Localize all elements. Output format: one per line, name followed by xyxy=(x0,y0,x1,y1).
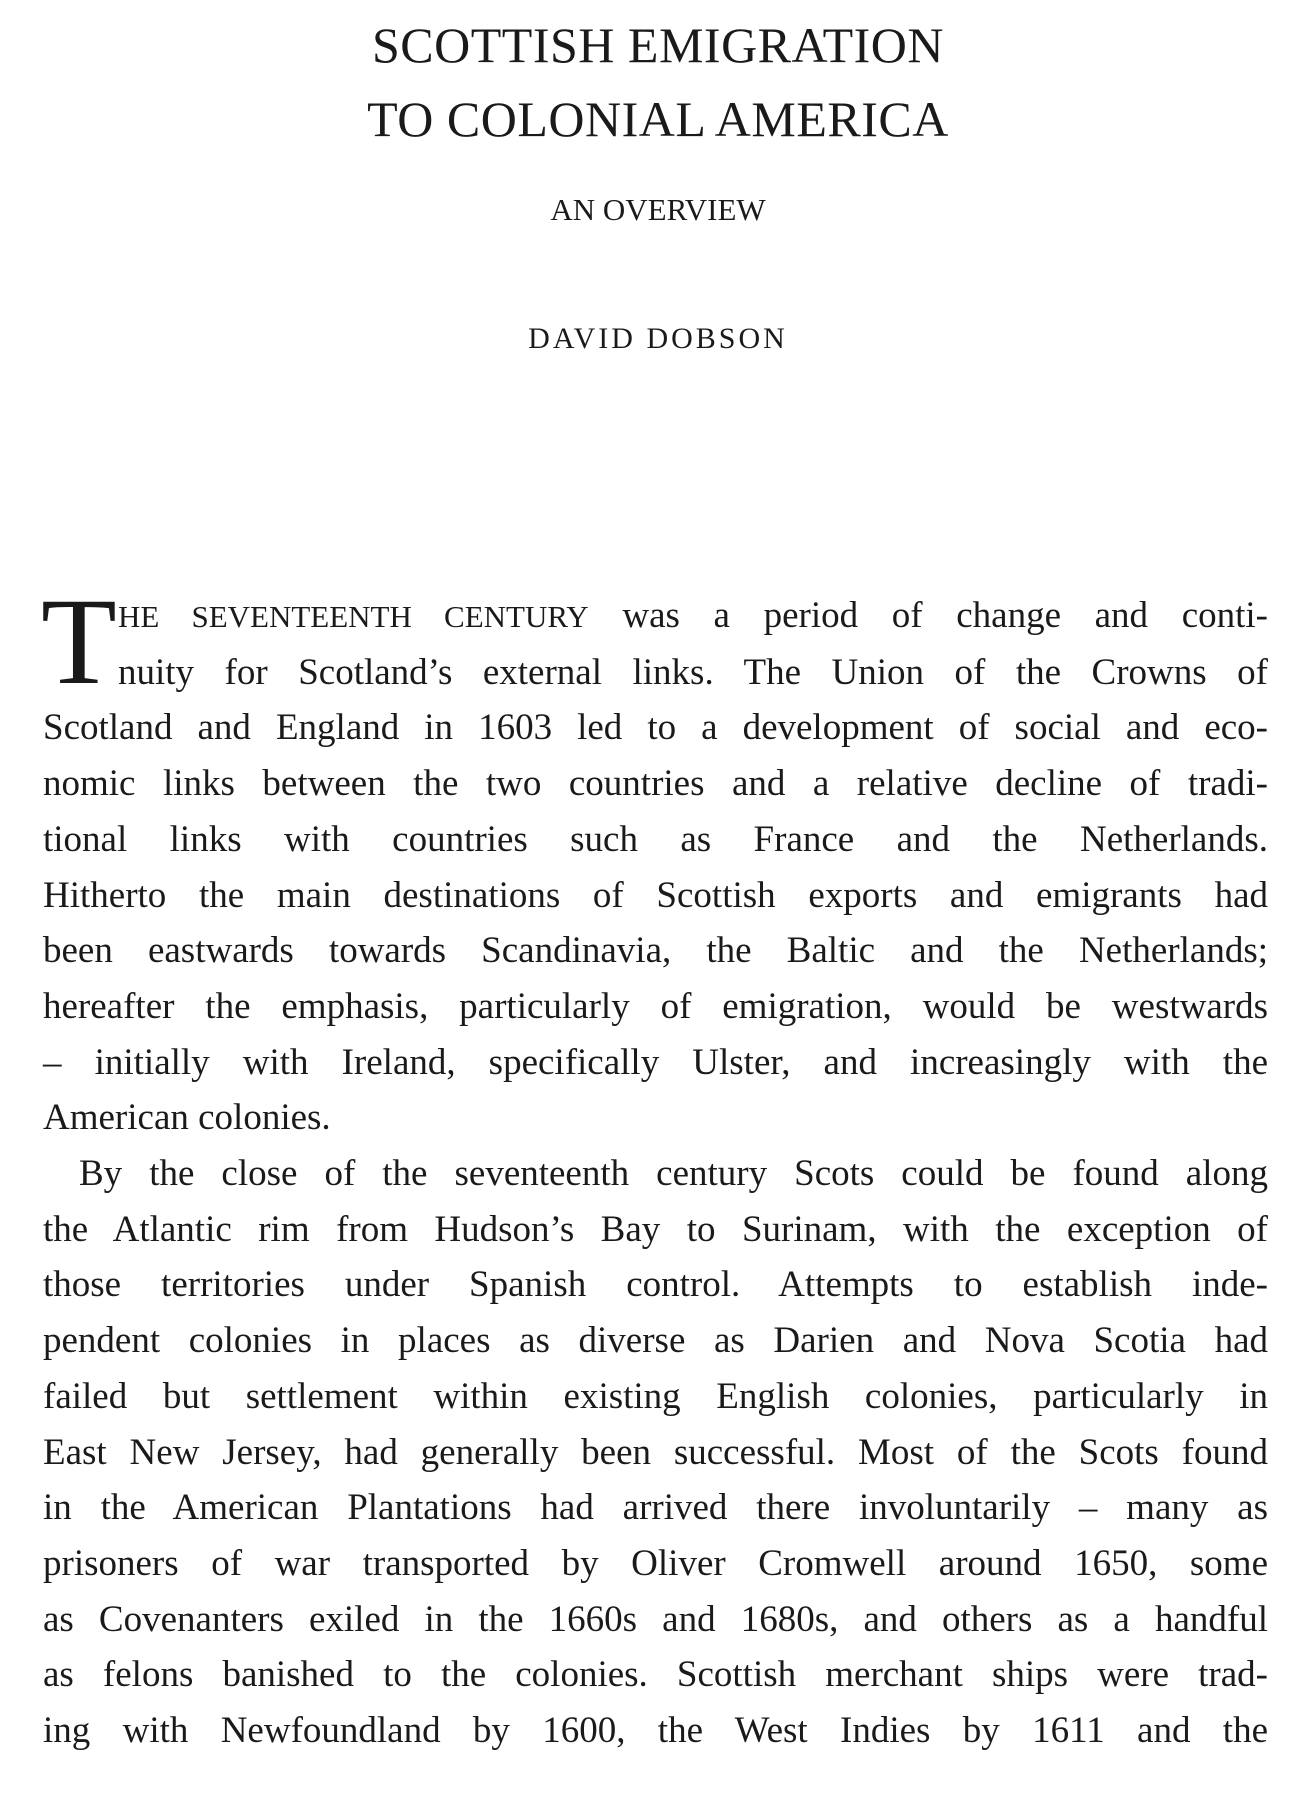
text-line: pendent colonies in places as diverse as Darien and Nova Scotia had xyxy=(43,1320,1268,1362)
subtitle: AN OVERVIEW xyxy=(550,192,766,227)
text-line: hereafter the emphasis, particularly of emigration, would be westwards xyxy=(43,985,1268,1027)
text-line: as Covenanters exiled in the 1660s and 1680s, and others as a handful xyxy=(43,1598,1268,1640)
text-line: the Atlantic rim from Hudson’s Bay to Surinam, with the exception of xyxy=(43,1208,1268,1250)
paragraph-2 xyxy=(43,1146,1268,1759)
text-line: in the American Plantations had arrived there involuntarily – many as xyxy=(43,1487,1268,1529)
text-line: ing with Newfoundland by 1600, the West Indies by 1611 and the xyxy=(43,1710,1268,1752)
text-line: nomic links between the two countries and a relative decline of tradi- xyxy=(43,763,1268,805)
text-line: nuity for Scotland’s external links. The Union of the Crowns of xyxy=(118,651,1268,693)
drop-cap: T xyxy=(41,573,117,710)
text-line: American colonies. xyxy=(43,1097,331,1139)
text-line: been eastwards towards Scandinavia, the Baltic and the Netherlands; xyxy=(43,930,1268,972)
text-line: Scotland and England in 1603 led to a development of social and eco- xyxy=(43,707,1268,749)
text-line: prisoners of war transported by Oliver Cromwell around 1650, some xyxy=(43,1542,1268,1584)
text-line: – initially with Ireland, specifically Ulster, and increasingly with the xyxy=(43,1041,1268,1083)
text-line: East New Jersey, had generally been successful. Most of the Scots found xyxy=(43,1431,1268,1473)
title-line-2: TO COLONIAL AMERICA xyxy=(367,91,949,147)
article-body xyxy=(41,573,1269,1759)
article-title xyxy=(0,8,1316,156)
text-line: HE SEVENTEENTH CENTURY was a period of change and conti- xyxy=(118,595,1269,636)
text-line: as felons banished to the colonies. Scottish merchant ships were trad- xyxy=(43,1654,1268,1696)
text-line: Hitherto the main destinations of Scottish exports and emigrants had xyxy=(43,874,1268,916)
text-line: those territories under Spanish control. Attempts to establish inde- xyxy=(43,1264,1268,1306)
text-line: tional links with countries such as France and the Netherlands. xyxy=(43,818,1268,860)
small-caps-opening: HE SEVENTEENTH CENTURY xyxy=(118,599,589,634)
text-line: By the close of the seventeenth century Scots could be found along xyxy=(79,1153,1268,1195)
author: DAVID DOBSON xyxy=(528,322,788,355)
text-line: failed but settlement within existing English colonies, particularly in xyxy=(43,1375,1268,1417)
title-line-1: SCOTTISH EMIGRATION xyxy=(372,17,944,73)
paragraph-1 xyxy=(41,573,1269,1146)
